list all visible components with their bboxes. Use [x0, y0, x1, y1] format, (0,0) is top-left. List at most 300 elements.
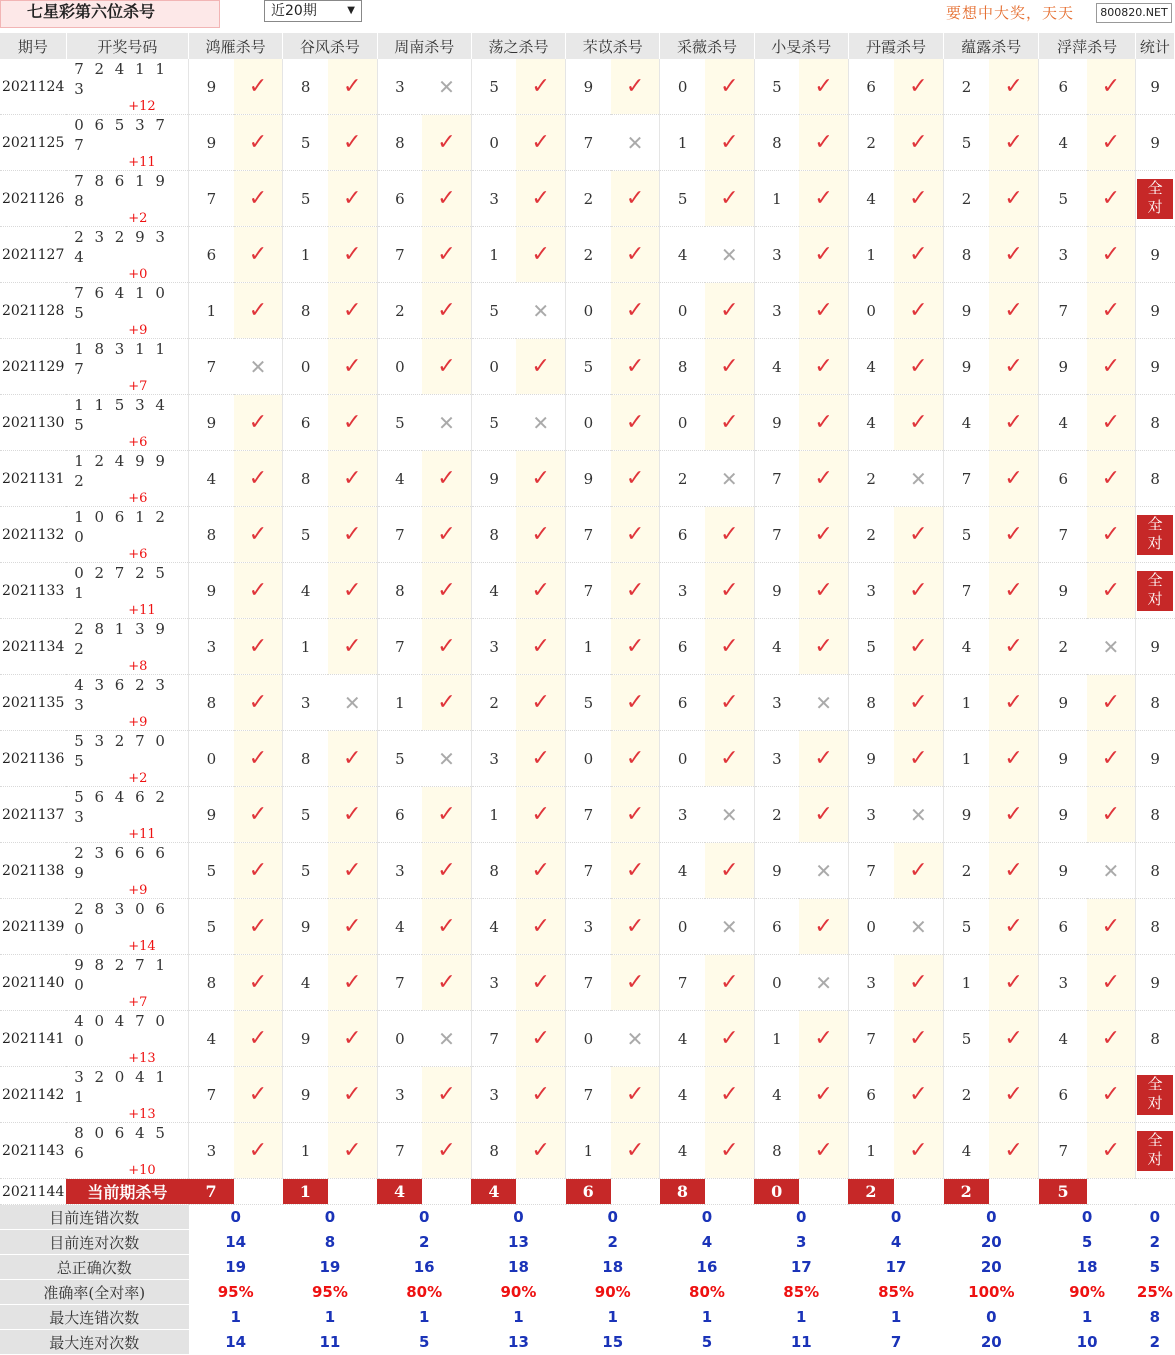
result-cell: [516, 115, 565, 171]
check-icon: ✓: [625, 1082, 645, 1107]
result-cell: [516, 787, 565, 843]
result-cell: [989, 339, 1039, 395]
result-cell: [328, 787, 377, 843]
check-icon: ✓: [1101, 186, 1121, 211]
result-cell: [611, 507, 660, 563]
issue-number: 2021130: [0, 395, 66, 451]
check-icon: ✓: [814, 914, 833, 939]
summary-value: 17: [848, 1255, 943, 1280]
check-icon: ✓: [625, 746, 645, 771]
result-cell: [989, 171, 1039, 227]
kill-number: 1: [566, 1123, 611, 1179]
draw-numbers: [66, 675, 188, 731]
stat-count: 8: [1150, 861, 1160, 880]
draw-numbers: [66, 1011, 188, 1067]
summary-value: 19: [189, 1255, 283, 1280]
draw-numbers: [66, 731, 188, 787]
check-icon: ✓: [625, 298, 645, 323]
summary-label: 最大连错次数: [0, 1305, 189, 1330]
kill-number: 9: [1039, 563, 1087, 619]
kill-number: 9: [283, 1011, 328, 1067]
check-icon: ✓: [1101, 690, 1121, 715]
result-cell: [611, 1123, 660, 1179]
summary-row: [0, 1255, 1175, 1280]
issue-number: 2021131: [0, 451, 66, 507]
stat-count: 9: [1150, 77, 1160, 96]
result-cell: [894, 59, 944, 115]
result-cell: [422, 1011, 471, 1067]
check-icon: ✓: [437, 914, 456, 939]
kill-number: 2: [566, 227, 611, 283]
kill-number: 4: [848, 395, 893, 451]
table-row: [0, 619, 1175, 675]
result-cell: [705, 59, 754, 115]
result-cell: [516, 451, 565, 507]
row-stat: [1135, 283, 1174, 339]
current-kill-blank: [989, 1179, 1039, 1205]
summary-value: 13: [471, 1230, 565, 1255]
kill-number: 3: [471, 171, 516, 227]
result-cell: [799, 1067, 848, 1123]
kill-number: 4: [660, 1123, 705, 1179]
kill-number: 0: [377, 339, 422, 395]
summary-value: 85%: [848, 1280, 943, 1305]
result-cell: [234, 899, 283, 955]
kill-number: 9: [283, 899, 328, 955]
cross-icon: ✕: [909, 466, 927, 491]
kill-number: 6: [660, 507, 705, 563]
summary-value: 10: [1039, 1330, 1135, 1355]
kill-number: 9: [471, 451, 516, 507]
column-header-expert: 周南杀号: [377, 33, 471, 59]
kill-number: 7: [566, 843, 611, 899]
check-icon: ✓: [343, 634, 362, 659]
cross-icon: ✕: [815, 970, 832, 995]
result-cell: [516, 1123, 565, 1179]
check-icon: ✓: [1101, 242, 1121, 267]
check-icon: ✓: [625, 186, 645, 211]
kill-number: 4: [1039, 395, 1087, 451]
result-cell: [234, 171, 283, 227]
result-cell: [705, 395, 754, 451]
result-cell: [234, 1123, 283, 1179]
draw-digits: 2 3 2 9 3 4: [74, 228, 168, 266]
kill-number: 0: [189, 731, 234, 787]
kill-number: 5: [944, 115, 989, 171]
stat-count: 8: [1150, 917, 1160, 936]
check-icon: ✓: [1004, 1082, 1023, 1107]
summary-value: 5: [377, 1330, 471, 1355]
summary-value: 0: [848, 1205, 943, 1230]
kill-number: 8: [848, 675, 893, 731]
summary-value: 16: [377, 1255, 471, 1280]
check-icon: ✓: [625, 354, 645, 379]
issue-number: 2021139: [0, 899, 66, 955]
summary-row: [0, 1280, 1175, 1305]
draw-sum: +6: [128, 547, 148, 562]
kill-number: 4: [944, 1123, 989, 1179]
summary-value: 0: [754, 1205, 848, 1230]
check-icon: ✓: [720, 858, 739, 883]
result-cell: [234, 563, 283, 619]
check-icon: ✓: [909, 410, 928, 435]
row-stat: [1135, 731, 1174, 787]
kill-number: 8: [283, 451, 328, 507]
result-cell: [234, 619, 283, 675]
kill-number: 9: [189, 59, 234, 115]
check-icon: ✓: [531, 970, 550, 995]
kill-number: 6: [1039, 451, 1087, 507]
result-cell: [611, 283, 660, 339]
kill-number: 5: [660, 171, 705, 227]
result-cell: [705, 955, 754, 1011]
stat-count: 9: [1150, 637, 1160, 656]
kill-number: 3: [471, 619, 516, 675]
draw-digits: 5 3 2 7 0 5: [74, 732, 168, 770]
result-cell: [1087, 59, 1135, 115]
kill-number: 7: [377, 619, 422, 675]
kill-number: 3: [660, 787, 705, 843]
summary-value: 1: [566, 1305, 660, 1330]
row-stat: [1135, 59, 1174, 115]
result-cell: [328, 731, 377, 787]
check-icon: ✓: [625, 970, 645, 995]
check-icon: ✓: [437, 186, 456, 211]
kill-number: 7: [848, 1011, 893, 1067]
result-cell: [234, 227, 283, 283]
column-header-expert: 浮萍杀号: [1039, 33, 1135, 59]
table-row: [0, 787, 1175, 843]
result-cell: [799, 227, 848, 283]
result-cell: [328, 339, 377, 395]
kill-number: 7: [566, 955, 611, 1011]
draw-sum: +14: [128, 939, 156, 954]
kill-number: 4: [189, 451, 234, 507]
issue-number: 2021127: [0, 227, 66, 283]
result-cell: [799, 1011, 848, 1067]
check-icon: ✓: [1101, 1082, 1121, 1107]
kill-number: 2: [754, 787, 799, 843]
summary-value: 4: [660, 1230, 754, 1255]
column-header-expert: 谷风杀号: [283, 33, 377, 59]
check-icon: ✓: [248, 970, 268, 995]
check-icon: ✓: [625, 466, 645, 491]
check-icon: ✓: [1004, 690, 1023, 715]
kill-number: 7: [754, 451, 799, 507]
result-cell: [422, 675, 471, 731]
check-icon: ✓: [437, 802, 456, 827]
check-icon: ✓: [909, 522, 928, 547]
kill-number: 1: [944, 955, 989, 1011]
check-icon: ✓: [248, 578, 268, 603]
result-cell: [894, 395, 944, 451]
check-icon: ✓: [814, 354, 833, 379]
check-icon: ✓: [1101, 802, 1121, 827]
summary-value: 0: [566, 1205, 660, 1230]
check-icon: ✓: [248, 690, 268, 715]
check-icon: ✓: [625, 802, 645, 827]
check-icon: ✓: [248, 914, 268, 939]
kill-number: 3: [189, 1123, 234, 1179]
kill-number: 5: [848, 619, 893, 675]
draw-numbers: [66, 507, 188, 563]
result-cell: [328, 1123, 377, 1179]
kill-number: 1: [471, 787, 516, 843]
column-header-expert: 芣苡杀号: [566, 33, 660, 59]
current-kill-blank: [328, 1179, 377, 1205]
result-cell: [516, 171, 565, 227]
table-row: [0, 59, 1175, 115]
current-kill-number: 4: [377, 1179, 422, 1205]
check-icon: ✓: [909, 858, 928, 883]
summary-value: 1: [189, 1305, 283, 1330]
result-cell: [989, 283, 1039, 339]
check-icon: ✓: [1004, 130, 1023, 155]
table-row: [0, 171, 1175, 227]
summary-label: 总正确次数: [0, 1255, 189, 1280]
check-icon: ✓: [1004, 802, 1023, 827]
check-icon: ✓: [531, 690, 550, 715]
table-row: [0, 339, 1175, 395]
kill-number: 0: [566, 731, 611, 787]
period-select[interactable]: [264, 0, 362, 22]
kill-number: 2: [848, 507, 893, 563]
issue-number: 2021140: [0, 955, 66, 1011]
check-icon: ✓: [343, 298, 362, 323]
summary-value: 0: [283, 1205, 377, 1230]
check-icon: ✓: [1004, 858, 1023, 883]
kill-number: 0: [754, 955, 799, 1011]
result-cell: [516, 227, 565, 283]
summary-value: 100%: [944, 1280, 1039, 1305]
result-cell: [422, 227, 471, 283]
kill-number: 3: [660, 563, 705, 619]
check-icon: ✓: [437, 354, 456, 379]
draw-digits: 9 8 2 7 1 0: [74, 956, 168, 994]
check-icon: ✓: [1101, 1026, 1121, 1051]
result-cell: [422, 395, 471, 451]
kill-number: 4: [660, 1011, 705, 1067]
kill-number: 3: [471, 1067, 516, 1123]
kill-number: 5: [754, 59, 799, 115]
result-cell: [705, 227, 754, 283]
kill-number: 0: [660, 899, 705, 955]
result-cell: [1087, 899, 1135, 955]
stat-count: 9: [1150, 357, 1160, 376]
row-stat: [1135, 1011, 1174, 1067]
draw-numbers: [66, 1067, 188, 1123]
result-cell: [894, 843, 944, 899]
kill-number: 1: [283, 619, 328, 675]
check-icon: ✓: [531, 746, 550, 771]
result-cell: [611, 115, 660, 171]
result-cell: [422, 843, 471, 899]
check-icon: ✓: [625, 578, 645, 603]
result-cell: [611, 451, 660, 507]
check-icon: ✓: [248, 410, 268, 435]
check-icon: ✓: [814, 186, 833, 211]
check-icon: ✓: [531, 802, 550, 827]
result-cell: [705, 1067, 754, 1123]
result-cell: [799, 507, 848, 563]
result-cell: [234, 115, 283, 171]
kill-number: 8: [283, 283, 328, 339]
row-stat: [1135, 787, 1174, 843]
draw-digits: 1 2 4 9 9 2: [74, 452, 168, 490]
check-icon: ✓: [909, 970, 928, 995]
summary-value: 18: [471, 1255, 565, 1280]
check-icon: ✓: [814, 578, 833, 603]
kill-number: 9: [1039, 787, 1087, 843]
result-cell: [799, 899, 848, 955]
check-icon: ✓: [625, 690, 645, 715]
kill-number: 5: [283, 843, 328, 899]
result-cell: [328, 619, 377, 675]
kill-number: 8: [189, 507, 234, 563]
table-row: [0, 1067, 1175, 1123]
kill-number: 0: [848, 283, 893, 339]
check-icon: ✓: [1004, 74, 1023, 99]
issue-number: 2021143: [0, 1123, 66, 1179]
check-icon: ✓: [814, 1138, 833, 1163]
result-cell: [894, 731, 944, 787]
check-icon: ✓: [531, 242, 550, 267]
result-cell: [611, 59, 660, 115]
draw-sum: +7: [128, 995, 148, 1010]
summary-stat: 2: [1135, 1330, 1174, 1355]
summary-value: 90%: [471, 1280, 565, 1305]
table-row: [0, 115, 1175, 171]
summary-stat: 8: [1135, 1305, 1174, 1330]
check-icon: ✓: [909, 354, 928, 379]
kill-number: 3: [377, 843, 422, 899]
check-icon: ✓: [814, 522, 833, 547]
summary-value: 0: [471, 1205, 565, 1230]
kill-number: 6: [377, 787, 422, 843]
summary-value: 1: [660, 1305, 754, 1330]
site-link[interactable]: 800820.NET: [1096, 3, 1172, 23]
kill-number: 6: [189, 227, 234, 283]
result-cell: [611, 1067, 660, 1123]
cross-icon: ✕: [720, 802, 738, 827]
check-icon: ✓: [1101, 914, 1121, 939]
check-icon: ✓: [1004, 746, 1023, 771]
check-icon: ✓: [625, 242, 645, 267]
cross-icon: ✕: [815, 858, 832, 883]
kill-number: 4: [660, 843, 705, 899]
result-cell: [705, 451, 754, 507]
result-cell: [328, 675, 377, 731]
result-cell: [799, 59, 848, 115]
result-cell: [611, 395, 660, 451]
kill-number: 4: [189, 1011, 234, 1067]
table-row: [0, 843, 1175, 899]
check-icon: ✓: [909, 1082, 928, 1107]
current-kill-blank: [799, 1179, 848, 1205]
summary-value: 5: [660, 1330, 754, 1355]
cross-icon: ✕: [1102, 634, 1120, 659]
current-kill-number: 1: [283, 1179, 328, 1205]
kill-number: 7: [1039, 1123, 1087, 1179]
current-issue-number: 2021144: [0, 1179, 66, 1205]
result-cell: [989, 451, 1039, 507]
current-kill-blank: [422, 1179, 471, 1205]
check-icon: ✓: [1004, 634, 1023, 659]
draw-digits: 7 2 4 1 1 3: [74, 60, 168, 98]
kill-number: 6: [660, 675, 705, 731]
cross-icon: ✕: [815, 690, 832, 715]
current-kill-blank: [611, 1179, 660, 1205]
cross-icon: ✕: [909, 914, 927, 939]
row-stat: [1135, 899, 1174, 955]
result-cell: [422, 899, 471, 955]
kill-number: 5: [566, 675, 611, 731]
kill-number: 6: [1039, 899, 1087, 955]
kill-number: 7: [566, 563, 611, 619]
result-cell: [328, 507, 377, 563]
kill-number: 4: [377, 899, 422, 955]
result-cell: [611, 563, 660, 619]
kill-number: 8: [471, 843, 516, 899]
result-cell: [234, 675, 283, 731]
result-cell: [328, 955, 377, 1011]
column-header-expert: 小旻杀号: [754, 33, 848, 59]
result-cell: [894, 955, 944, 1011]
kill-number: 7: [660, 955, 705, 1011]
result-cell: [1087, 395, 1135, 451]
result-cell: [516, 339, 565, 395]
draw-numbers: [66, 955, 188, 1011]
kill-number: 9: [754, 395, 799, 451]
result-cell: [328, 283, 377, 339]
check-icon: ✓: [1101, 74, 1121, 99]
kill-number: 9: [566, 59, 611, 115]
kill-number: 7: [189, 339, 234, 395]
result-cell: [422, 1067, 471, 1123]
check-icon: ✓: [437, 242, 456, 267]
draw-numbers: [66, 283, 188, 339]
cross-icon: ✕: [438, 1026, 455, 1051]
result-cell: [328, 115, 377, 171]
table-row: [0, 955, 1175, 1011]
summary-label: 目前连错次数: [0, 1205, 189, 1230]
check-icon: ✓: [1004, 298, 1023, 323]
kill-number: 0: [566, 283, 611, 339]
cross-icon: ✕: [626, 130, 644, 155]
result-cell: [328, 843, 377, 899]
check-icon: ✓: [720, 690, 739, 715]
cross-icon: ✕: [1102, 858, 1120, 883]
check-icon: ✓: [814, 130, 833, 155]
result-cell: [328, 451, 377, 507]
row-stat: [1135, 1123, 1174, 1179]
check-icon: ✓: [343, 130, 362, 155]
summary-label: 目前连对次数: [0, 1230, 189, 1255]
check-icon: ✓: [1004, 522, 1023, 547]
summary-value: 1: [848, 1305, 943, 1330]
cross-icon: ✕: [532, 298, 550, 323]
result-cell: [611, 171, 660, 227]
kill-number: 3: [754, 283, 799, 339]
check-icon: ✓: [248, 1026, 268, 1051]
result-cell: [516, 899, 565, 955]
check-icon: ✓: [248, 1082, 268, 1107]
kill-number: 1: [944, 731, 989, 787]
kill-number: 1: [944, 675, 989, 731]
check-icon: ✓: [720, 746, 739, 771]
kill-number: 1: [660, 115, 705, 171]
kill-number: 4: [1039, 1011, 1087, 1067]
